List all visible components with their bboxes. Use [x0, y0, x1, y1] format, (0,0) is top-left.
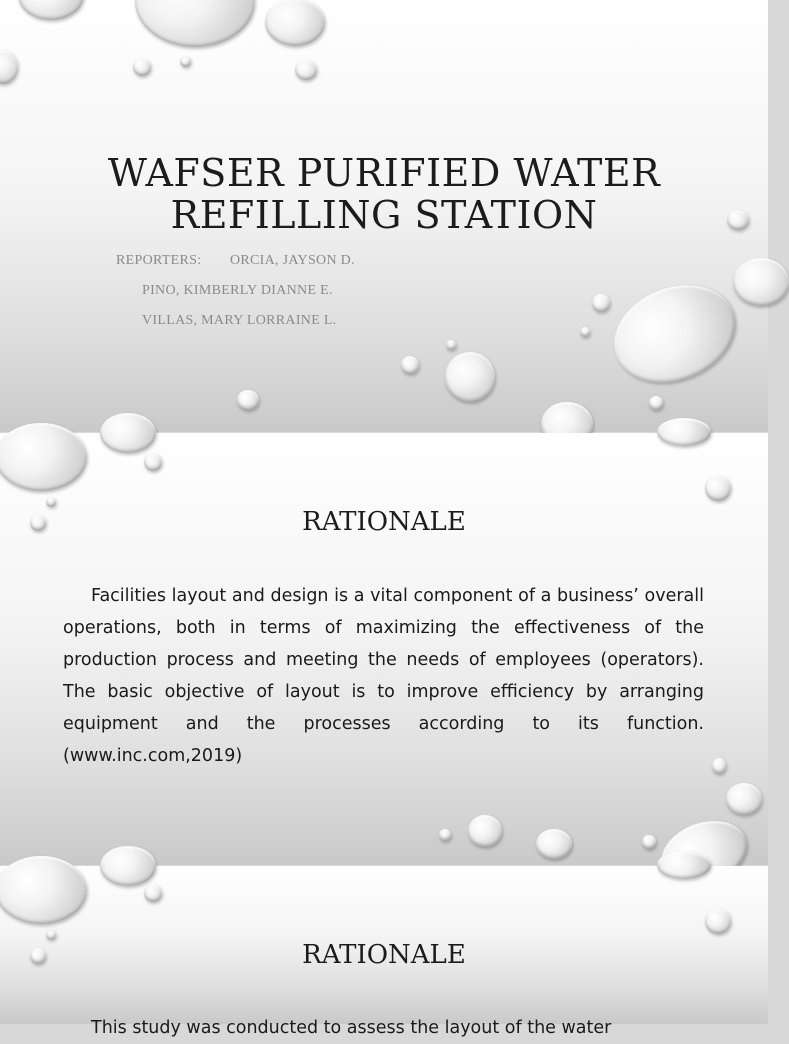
water-drop-decoration [18, 0, 84, 20]
water-drop-decoration [733, 258, 789, 306]
title-line-2: REFILLING STATION [170, 193, 598, 237]
reporters-label: REPORTERS: [116, 253, 202, 268]
title-slide [0, 0, 768, 432]
slide-title [0, 152, 768, 236]
water-drop-decoration [592, 294, 610, 312]
reporter-name: PINO, KIMBERLY DIANNE E. [142, 283, 333, 298]
water-drop-decoration [0, 50, 18, 84]
water-drop-decoration [445, 352, 495, 402]
water-drop-decoration [237, 390, 259, 410]
reporter-name: ORCIA, JAYSON D. [230, 253, 355, 268]
water-drop-decoration [180, 56, 191, 67]
water-drop-decoration [705, 908, 731, 934]
water-drop-decoration [135, 0, 255, 47]
water-drop-decoration [580, 327, 590, 337]
water-drop-decoration [657, 851, 711, 879]
water-drop-decoration [144, 453, 162, 471]
water-drop-decoration [468, 815, 502, 847]
rationale-slide-continued [0, 866, 768, 1038]
water-drop-decoration [439, 829, 451, 841]
water-drop-decoration [649, 396, 663, 410]
rationale-paragraph: Facilities layout and design is a vital component of a business’ overall operations, both in terms of maximizing the effectiveness of the production process and meeting the needs of employees (operators). The basic objective of layout is to improve efficiency by arranging equipment and the processes according to its function. (www.inc.com,2019) [63, 586, 704, 766]
water-drop-decoration [657, 418, 711, 446]
water-drop-decoration [705, 475, 731, 501]
water-drop-decoration [100, 846, 156, 886]
title-line-1: WAFSER PURIFIED WATER [107, 151, 661, 195]
section-title: RATIONALE [302, 940, 466, 970]
water-drop-decoration [295, 60, 317, 80]
water-drop-decoration [599, 268, 749, 400]
water-drop-decoration [46, 930, 56, 940]
water-drop-decoration [726, 783, 762, 815]
water-drop-decoration [265, 0, 325, 46]
reporter-name: VILLAS, MARY LORRAINE L. [142, 313, 337, 328]
water-drop-decoration [144, 884, 162, 902]
water-drop-decoration [46, 497, 56, 507]
water-drop-decoration [642, 835, 656, 849]
water-drop-decoration [0, 856, 87, 924]
section-title: RATIONALE [302, 507, 466, 537]
water-drop-decoration [712, 758, 726, 774]
water-drop-decoration [100, 413, 156, 453]
water-drop-decoration [133, 58, 151, 76]
water-drop-decoration [0, 423, 87, 491]
water-drop-decoration [536, 829, 572, 859]
rationale-slide [0, 433, 768, 865]
water-drop-decoration [401, 356, 419, 374]
study-paragraph: This study was conducted to assess the layout of the water [91, 1018, 612, 1038]
water-drop-decoration [446, 340, 456, 350]
